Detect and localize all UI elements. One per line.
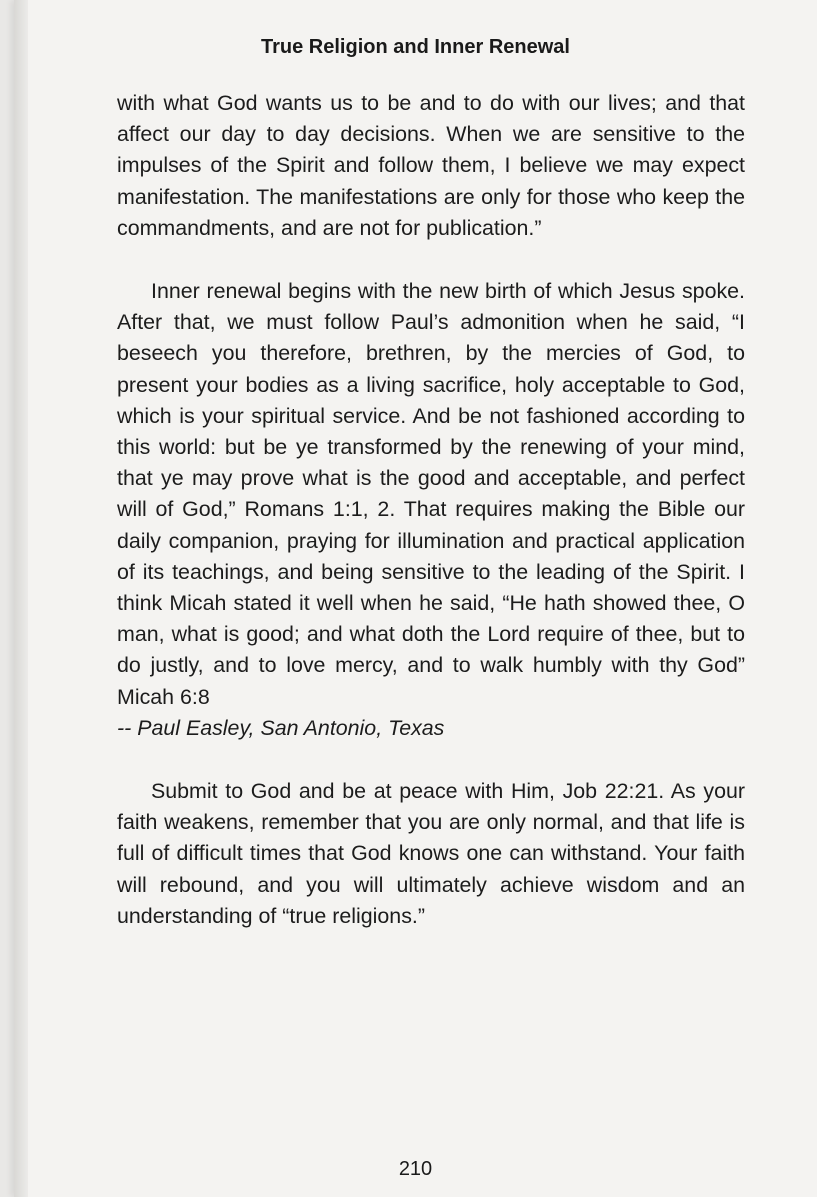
running-header: True Religion and Inner Renewal (261, 36, 570, 58)
page-body (117, 88, 745, 932)
book-page (14, 0, 817, 1197)
page-number: 210 (398, 1158, 433, 1180)
paragraph-inner-renewal: Inner renewal begins with the new birth of which Jesus spoke. After that, we must follow Paul’s admonition when he said, “I beseech you therefore, brethren, by the mercies of God, to present your bodies as a living sacrifice, holy acceptable to God, which is your spiritual service. And be not fashioned according to this world: but be ye transformed by the renewing of your mind, that ye may prove what is the good and acceptable, and perfect will of God,” Romans 1:1, 2. That requires making the Bible our daily companion, praying for illumination and practical application of its teachings, and being sensitive to the leading of the Spirit. I think Micah stated it well when he said, “He hath showed thee, O man, what is good; and what doth the Lord require of thee, but to do justly, and to love mercy, and to walk humbly with thy God” Micah 6:8 (117, 279, 745, 709)
paragraph-submit-to-god: Submit to God and be at peace with Him, Job 22:21. As your faith weakens, remember that you are only normal, and that life is full of difficult times that God knows one can withstand. Your faith will rebound, and you will ultimately achieve wisdom and an understanding of “true religions.” (117, 779, 745, 928)
attribution: -- Paul Easley, San Antonio, Texas (117, 715, 445, 740)
page-edge (14, 0, 28, 1197)
paragraph-continuation: with what God wants us to be and to do with our lives; and that affect our day to day decisions. When we are sensitive to the impulses of the Spirit and follow them, I believe we may expect manifestation. The manifestations are only for those who keep the commandments, and are not for publication.” (117, 91, 745, 240)
